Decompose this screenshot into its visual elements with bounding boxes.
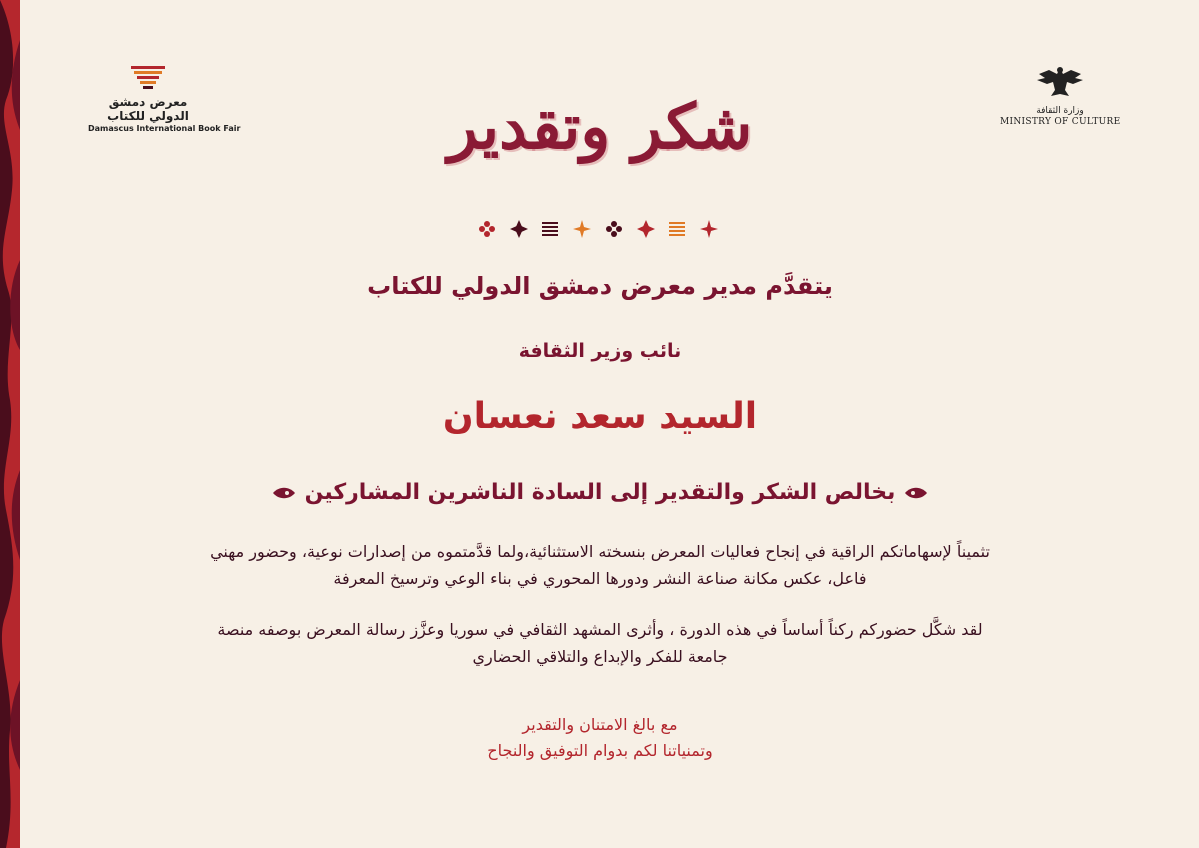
- recipients-line: [100, 480, 1100, 506]
- diamond-ornament-icon: [637, 220, 655, 238]
- book-fair-logo: [88, 64, 241, 133]
- stripes-ornament-icon: [541, 220, 559, 238]
- recipients-text: بخالص الشكر والتقدير إلى السادة الناشرين المشاركين: [304, 480, 896, 505]
- appreciation-paragraph-1: تثميناً لإسهاماتكم الراقية في إنجاح فعاليات المعرض بنسخته الاستثنائية،ولما قدَّمتموه من إصدارات نوعية، وحضور مهني فاعل، عكس مكانة صناعة النشر ودورها المحوري في بناء الوعي وترسيخ المعرفة: [210, 542, 990, 588]
- leaf-ornament-icon: [273, 481, 295, 506]
- ministry-name-arabic: وزارة الثقافة: [1036, 106, 1084, 116]
- flower-ornament-icon: [478, 220, 496, 238]
- presenter-title: نائب وزير الثقافة: [518, 340, 682, 362]
- thanks-calligraphy-title: شكر وتقدير: [447, 90, 753, 163]
- eagle-icon: [1035, 64, 1085, 100]
- closing-line-2: وتمنياتنا لكم بدوام التوفيق والنجاح: [487, 741, 713, 760]
- book-fair-name-arabic-2: الدولي للكتاب: [107, 109, 189, 123]
- appreciation-paragraph-2: لقد شكَّل حضوركم ركناً أساساً في هذه الدورة ، وأثرى المشهد الثقافي في سوريا وعزَّز رسالة المعرض بوصفه منصة جامعة للفكر والإبداع والتلاقي الحضاري: [217, 620, 983, 666]
- diamond-ornament-icon: [510, 220, 528, 238]
- flower-ornament-icon: [605, 220, 623, 238]
- leaf-ornament-icon: [905, 481, 927, 506]
- book-fair-name-arabic-1: معرض دمشق: [108, 95, 188, 109]
- stripes-ornament-icon: [668, 220, 686, 238]
- presenter-name: السيد سعد نعسان: [442, 396, 758, 437]
- ornament-row: [478, 214, 718, 244]
- star-ornament-icon: [573, 220, 591, 238]
- ministry-logo: [1000, 64, 1120, 127]
- star-ornament-icon: [700, 220, 718, 238]
- closing-line-1: مع بالغ الامتنان والتقدير: [522, 715, 678, 734]
- book-fair-name-english: Damascus International Book Fair: [88, 124, 241, 133]
- ministry-name-english: MINISTRY OF CULTURE: [1000, 117, 1121, 127]
- presenter-line: يتقدَّم مدير معرض دمشق الدولي للكتاب: [367, 272, 833, 300]
- closing-block: [200, 712, 1000, 764]
- book-fair-emblem-icon: [128, 64, 168, 90]
- decorative-border: [0, 0, 20, 848]
